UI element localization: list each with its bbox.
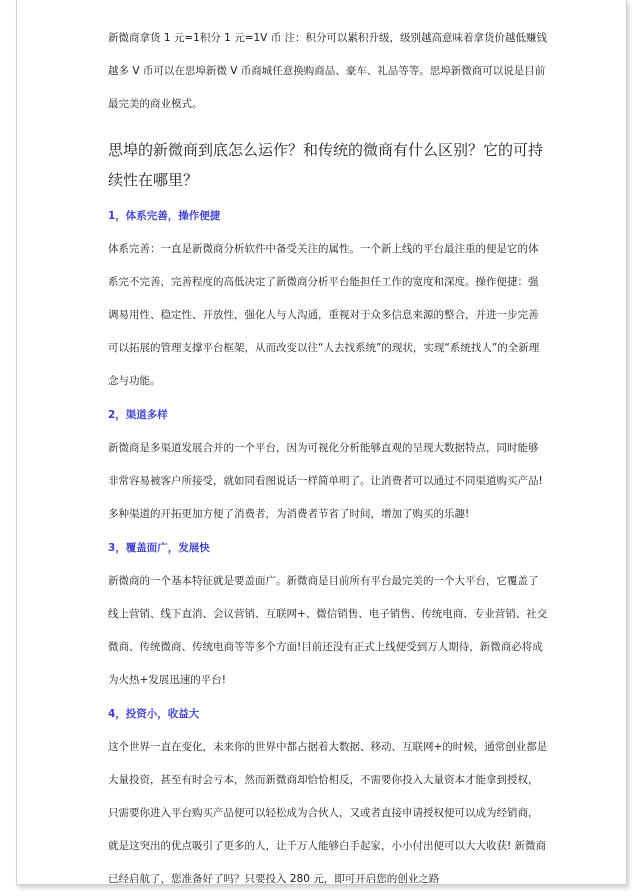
intro-paragraph: 新微商拿货 1 元=1积分 1 元=1V 币 注：积分可以累积升级，级别越高意味着拿货价越低赚钱越多 V 币可以在思埠新微 V 币商城任意换购商品、豪车、礼品等等。思埠新微商可以说是目前最完美的商业模式。	[108, 32, 548, 110]
section-body-3: 新微商的一个基本特征就是要盖面广。新微商是目前所有平台最完美的一个大平台，它覆盖了线上营销、线下直消、会议营销、互联网+、微信销售、电子销售、传统电商、专业营销、社交微商、传统微商、传统电商等等多个方面!目前还没有正式上线便受到万人期待，新微商必将成为火热+发展迅速的平台!	[108, 575, 548, 686]
document-page	[16, 0, 627, 885]
section-heading-1: 1，体系完善，操作便捷	[108, 210, 221, 222]
section-heading-4: 4，投资小，收益大	[108, 708, 200, 720]
section-body-4: 这个世界一直在变化，未来你的世界中都占据着大数据、移动、互联网+的时候，通常创业都是大量投资，甚至有时会亏本，然而新微商却恰恰相反，不需要你投入大量资本才能拿到授权，只需要你进入平台购买产品便可以轻松成为合伙人，又或者直接申请授权便可以成为经销商，就是这突出的优点吸引了更多的人，让千万人能够白手起家，小小付出便可以大大收获! 新微商已经启航了，您准备好了吗？只要投入 280 元，即可开启您的创业之路	[108, 741, 548, 885]
section-heading-2: 2，渠道多样	[108, 409, 168, 421]
section-heading-3: 3，覆盖面广，发展快	[108, 542, 210, 554]
section-body-1: 体系完善：一直是新微商分析软件中备受关注的属性。一个新上线的平台最注重的便是它的体系完不完善，完善程度的高低决定了新微商分析平台能担任工作的宽度和深度。操作便捷：强调易用性、稳定性、开放性，强化人与人沟通，重视对于众多信息来源的整合，并进一步完善可以拓展的管理支撑平台框架，从而改变以往“人去找系统”的现状，实现“系统找人”的全新理念与功能。	[108, 243, 540, 387]
question-heading: 思埠的新微商到底怎么运作？和传统的微商有什么区别？它的可持续性在哪里？	[108, 141, 544, 189]
section-body-2: 新微商是多渠道发展合并的一个平台，因为可视化分析能够直观的呈现大数据特点，同时能够非常容易被客户所接受，就如同看图说话一样简单明了。让消费者可以通过不同渠道购买产品!多种渠道的开拓更加方便了消费者，为消费者节省了时间，增加了购买的乐趣!	[108, 442, 543, 520]
article-body	[108, 22, 548, 896]
